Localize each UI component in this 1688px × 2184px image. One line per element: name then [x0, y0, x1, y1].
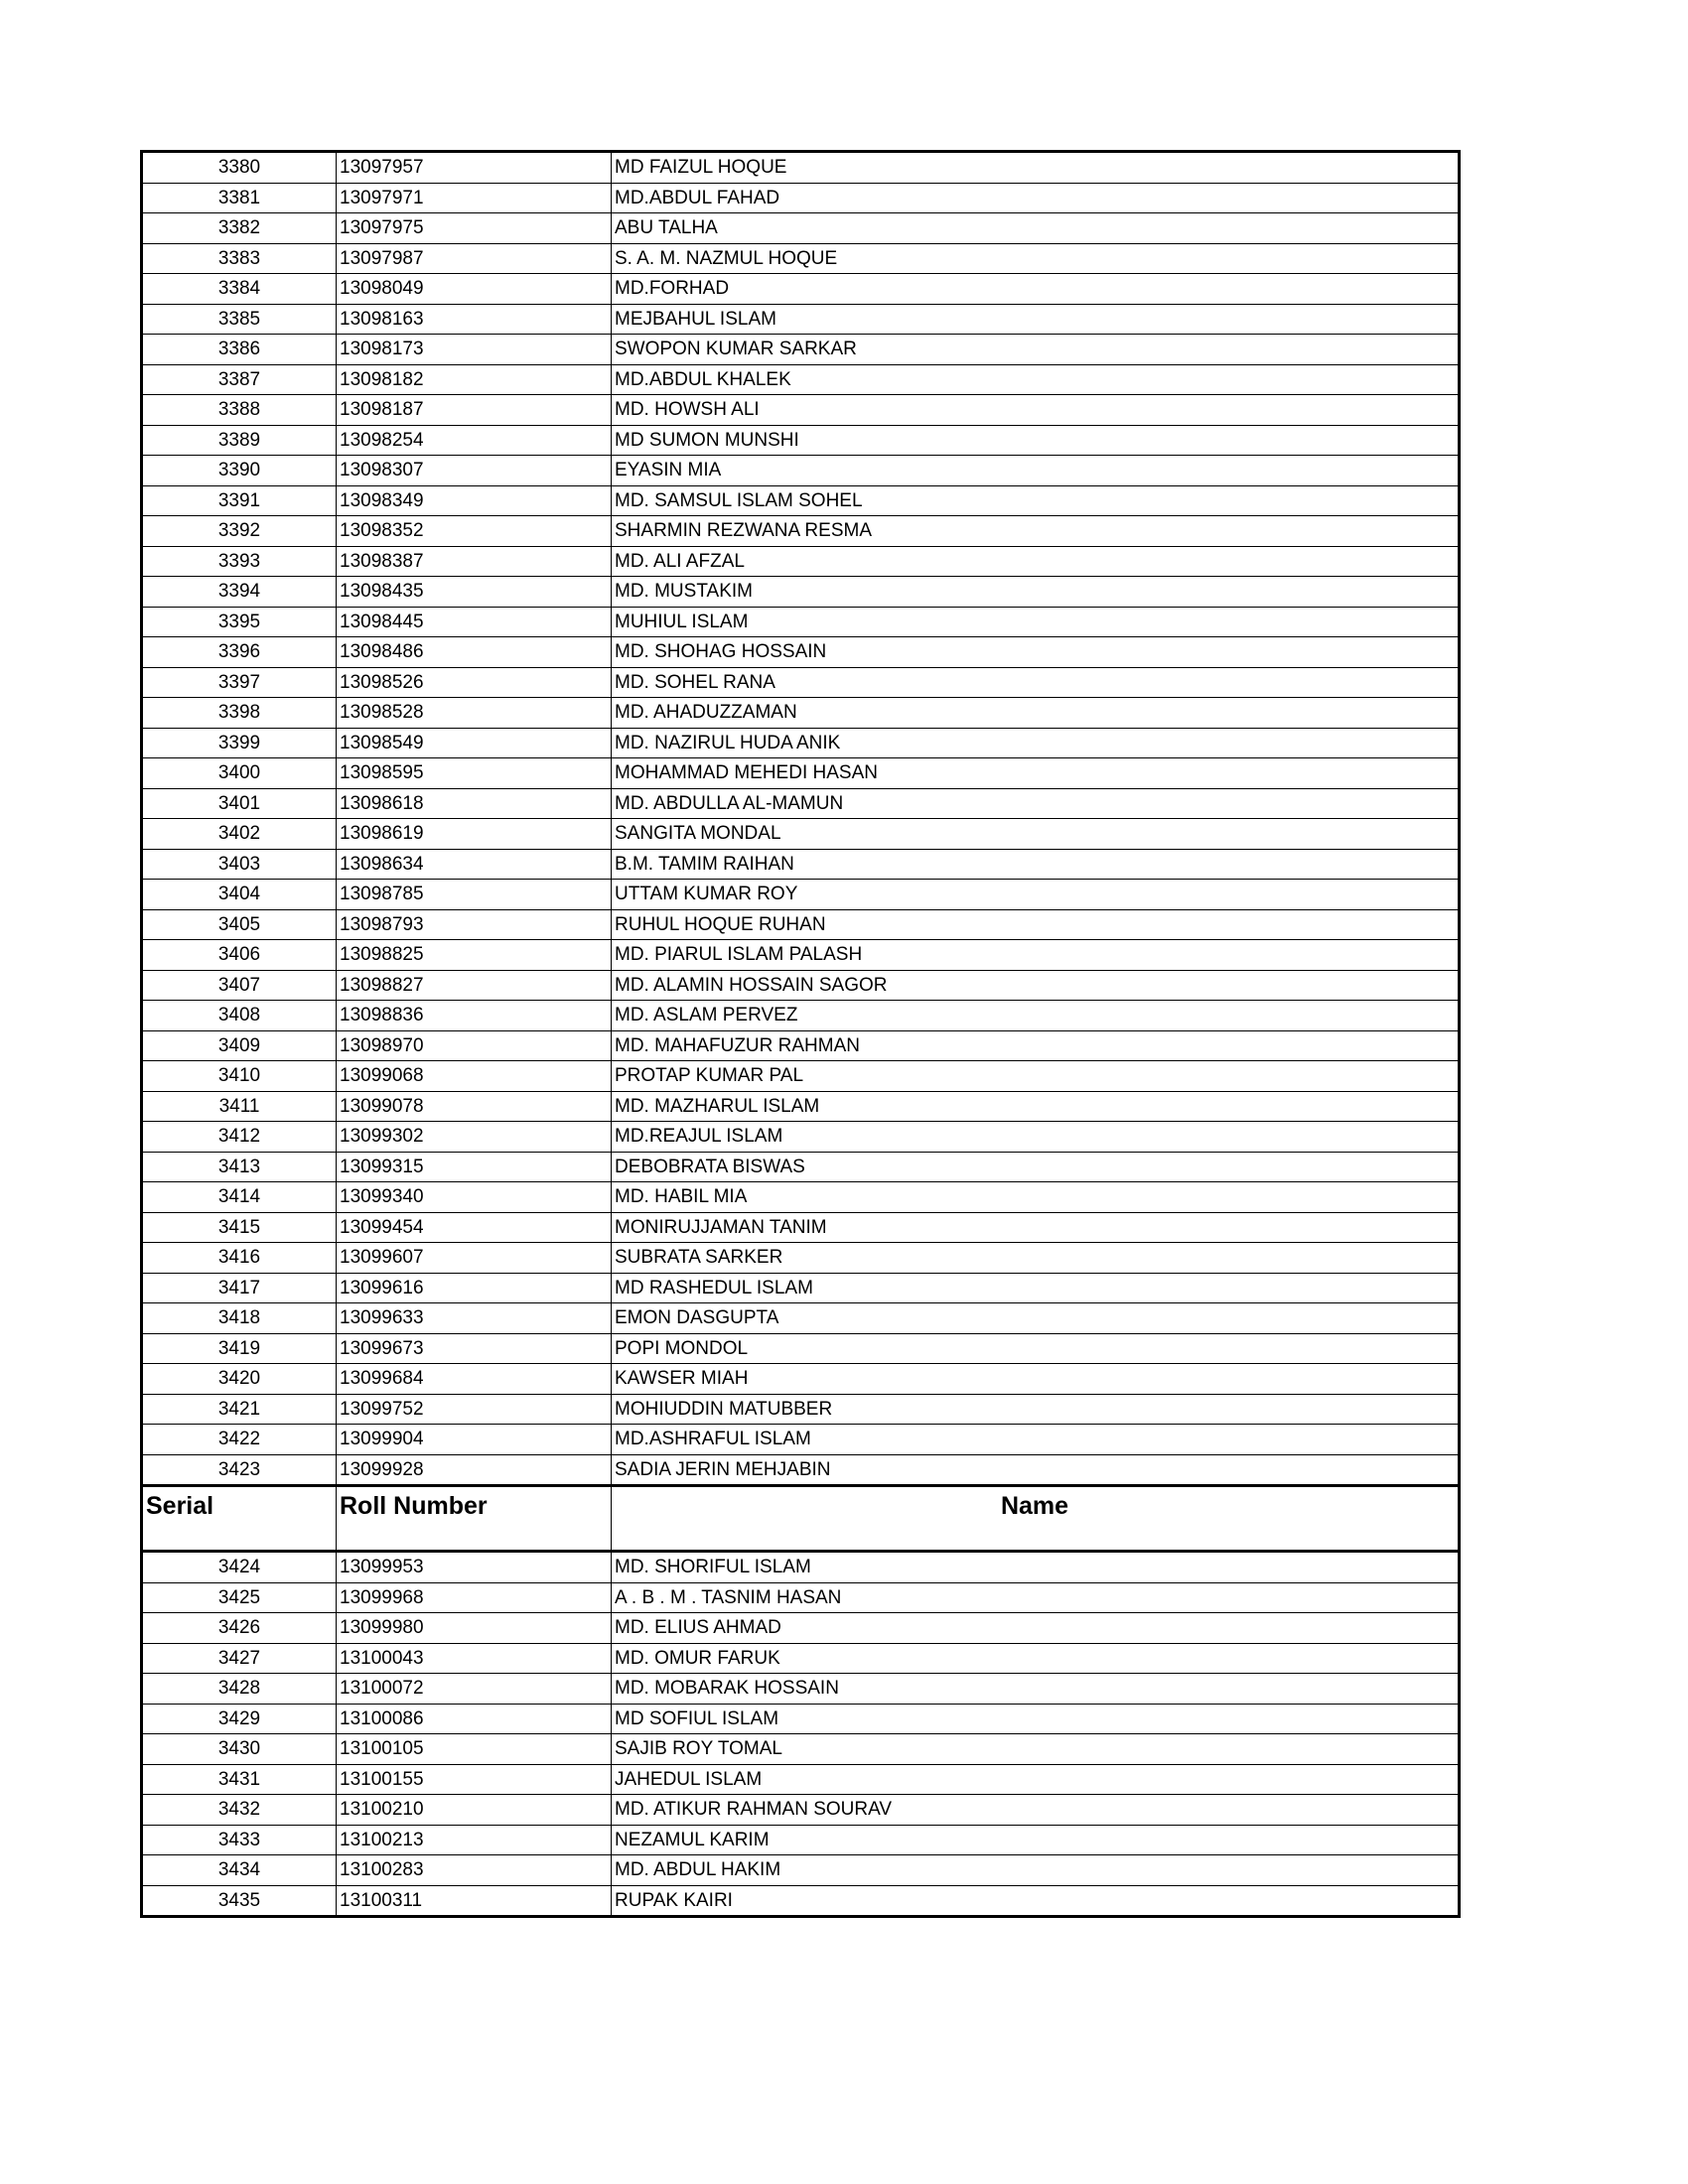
- roll-number-cell: 13100105: [337, 1734, 612, 1765]
- serial-cell: 3401: [142, 788, 337, 819]
- serial-cell: 3382: [142, 213, 337, 244]
- serial-cell: 3399: [142, 728, 337, 758]
- table-row: [142, 335, 1460, 365]
- table-row: [142, 546, 1460, 577]
- roll-number-cell: 13099340: [337, 1182, 612, 1213]
- serial-cell: 3430: [142, 1734, 337, 1765]
- name-cell: MD. AHADUZZAMAN: [612, 698, 1460, 729]
- serial-cell: 3408: [142, 1001, 337, 1031]
- roll-number-cell: 13098785: [337, 880, 612, 910]
- table-row: [142, 1030, 1460, 1061]
- roll-number-cell: 13098595: [337, 758, 612, 789]
- serial-cell: 3391: [142, 485, 337, 516]
- table-row: [142, 485, 1460, 516]
- roll-number-cell: 13098187: [337, 395, 612, 426]
- roll-number-cell: 13100155: [337, 1764, 612, 1795]
- table-row: [142, 395, 1460, 426]
- table-row: [142, 213, 1460, 244]
- name-cell: EMON DASGUPTA: [612, 1303, 1460, 1334]
- serial-cell: 3395: [142, 607, 337, 637]
- serial-cell: 3407: [142, 970, 337, 1001]
- table-row: [142, 1425, 1460, 1455]
- serial-cell: 3419: [142, 1333, 337, 1364]
- table-row: [142, 1855, 1460, 1886]
- table-row: [142, 1674, 1460, 1705]
- name-cell: MD. SHOHAG HOSSAIN: [612, 637, 1460, 668]
- name-cell: MD.ABDUL KHALEK: [612, 364, 1460, 395]
- serial-cell: 3434: [142, 1855, 337, 1886]
- table-row: [142, 909, 1460, 940]
- name-cell: MOHAMMAD MEHEDI HASAN: [612, 758, 1460, 789]
- serial-cell: 3409: [142, 1030, 337, 1061]
- serial-cell: 3400: [142, 758, 337, 789]
- table-row: [142, 516, 1460, 547]
- serial-cell: 3398: [142, 698, 337, 729]
- name-cell: MD. OMUR FARUK: [612, 1643, 1460, 1674]
- name-cell: MD. SOHEL RANA: [612, 667, 1460, 698]
- roll-number-cell: 13099752: [337, 1394, 612, 1425]
- roll-number-cell: 13098435: [337, 577, 612, 608]
- table-header-row: [142, 1486, 1460, 1552]
- serial-cell: 3415: [142, 1212, 337, 1243]
- table-row: [142, 1152, 1460, 1182]
- serial-cell: 3421: [142, 1394, 337, 1425]
- serial-cell: 3406: [142, 940, 337, 971]
- roll-number-cell: 13097957: [337, 152, 612, 184]
- header-name: Name: [612, 1486, 1460, 1552]
- roll-number-cell: 13100213: [337, 1825, 612, 1855]
- name-cell: MUHIUL ISLAM: [612, 607, 1460, 637]
- roll-number-cell: 13100072: [337, 1674, 612, 1705]
- serial-cell: 3426: [142, 1613, 337, 1644]
- table-row: [142, 970, 1460, 1001]
- roll-number-cell: 13098352: [337, 516, 612, 547]
- table-row: [142, 637, 1460, 668]
- name-cell: NEZAMUL KARIM: [612, 1825, 1460, 1855]
- serial-cell: 3393: [142, 546, 337, 577]
- name-cell: ABU TALHA: [612, 213, 1460, 244]
- table-row: [142, 243, 1460, 274]
- table-row: [142, 1613, 1460, 1644]
- name-cell: UTTAM KUMAR ROY: [612, 880, 1460, 910]
- table-row: [142, 1273, 1460, 1303]
- serial-cell: 3431: [142, 1764, 337, 1795]
- table-row: [142, 1552, 1460, 1583]
- table-row: [142, 1734, 1460, 1765]
- roll-number-cell: 13099454: [337, 1212, 612, 1243]
- name-cell: PROTAP KUMAR PAL: [612, 1061, 1460, 1092]
- roll-number-cell: 13100086: [337, 1704, 612, 1734]
- roll-number-cell: 13100043: [337, 1643, 612, 1674]
- table-row: [142, 1643, 1460, 1674]
- roll-number-cell: 13098970: [337, 1030, 612, 1061]
- serial-cell: 3411: [142, 1091, 337, 1122]
- table-row: [142, 758, 1460, 789]
- serial-cell: 3397: [142, 667, 337, 698]
- serial-cell: 3425: [142, 1582, 337, 1613]
- roll-number-cell: 13099673: [337, 1333, 612, 1364]
- name-cell: MD. ABDULLA AL-MAMUN: [612, 788, 1460, 819]
- table-row: [142, 425, 1460, 456]
- roll-number-cell: 13098618: [337, 788, 612, 819]
- serial-cell: 3380: [142, 152, 337, 184]
- serial-cell: 3429: [142, 1704, 337, 1734]
- roll-number-cell: 13100210: [337, 1795, 612, 1826]
- roll-number-cell: 13098307: [337, 456, 612, 486]
- roll-number-cell: 13098173: [337, 335, 612, 365]
- roll-number-cell: 13099068: [337, 1061, 612, 1092]
- roll-number-cell: 13098528: [337, 698, 612, 729]
- name-cell: MD. ASLAM PERVEZ: [612, 1001, 1460, 1031]
- table-row: [142, 1091, 1460, 1122]
- serial-cell: 3414: [142, 1182, 337, 1213]
- roll-number-cell: 13098049: [337, 274, 612, 305]
- serial-cell: 3390: [142, 456, 337, 486]
- serial-cell: 3404: [142, 880, 337, 910]
- serial-cell: 3405: [142, 909, 337, 940]
- table-row: [142, 1333, 1460, 1364]
- table-row: [142, 940, 1460, 971]
- name-cell: MD. ATIKUR RAHMAN SOURAV: [612, 1795, 1460, 1826]
- name-cell: SANGITA MONDAL: [612, 819, 1460, 850]
- name-cell: EYASIN MIA: [612, 456, 1460, 486]
- name-cell: MD. ALAMIN HOSSAIN SAGOR: [612, 970, 1460, 1001]
- roll-number-cell: 13098486: [337, 637, 612, 668]
- name-cell: MD. PIARUL ISLAM PALASH: [612, 940, 1460, 971]
- roll-number-cell: 13098793: [337, 909, 612, 940]
- serial-cell: 3416: [142, 1243, 337, 1274]
- serial-cell: 3403: [142, 849, 337, 880]
- roll-number-cell: 13099980: [337, 1613, 612, 1644]
- table-row: [142, 1303, 1460, 1334]
- name-cell: JAHEDUL ISLAM: [612, 1764, 1460, 1795]
- table-row: [142, 1061, 1460, 1092]
- roll-number-cell: 13099968: [337, 1582, 612, 1613]
- table-row: [142, 274, 1460, 305]
- name-cell: MD SUMON MUNSHI: [612, 425, 1460, 456]
- roll-number-cell: 13098827: [337, 970, 612, 1001]
- roll-number-cell: 13099928: [337, 1454, 612, 1486]
- name-cell: MD.ABDUL FAHAD: [612, 183, 1460, 213]
- table-body-top: [142, 152, 1460, 1486]
- name-cell: MD RASHEDUL ISLAM: [612, 1273, 1460, 1303]
- roll-number-cell: 13098549: [337, 728, 612, 758]
- table-row: [142, 1704, 1460, 1734]
- roll-number-cell: 13099315: [337, 1152, 612, 1182]
- table-row: [142, 788, 1460, 819]
- serial-cell: 3427: [142, 1643, 337, 1674]
- table-header-group: [142, 1486, 1460, 1552]
- table-row: [142, 1764, 1460, 1795]
- name-cell: RUHUL HOQUE RUHAN: [612, 909, 1460, 940]
- name-cell: DEBOBRATA BISWAS: [612, 1152, 1460, 1182]
- name-cell: MD. MOBARAK HOSSAIN: [612, 1674, 1460, 1705]
- roll-number-cell: 13098445: [337, 607, 612, 637]
- serial-cell: 3392: [142, 516, 337, 547]
- roll-number-cell: 13099633: [337, 1303, 612, 1334]
- name-cell: MOHIUDDIN MATUBBER: [612, 1394, 1460, 1425]
- name-cell: RUPAK KAIRI: [612, 1885, 1460, 1917]
- roll-number-cell: 13100311: [337, 1885, 612, 1917]
- name-cell: MD.FORHAD: [612, 274, 1460, 305]
- serial-cell: 3384: [142, 274, 337, 305]
- table-row: [142, 1454, 1460, 1486]
- roll-number-cell: 13098182: [337, 364, 612, 395]
- serial-cell: 3435: [142, 1885, 337, 1917]
- table-row: [142, 1182, 1460, 1213]
- roll-number-cell: 13099607: [337, 1243, 612, 1274]
- serial-cell: 3388: [142, 395, 337, 426]
- roll-number-cell: 13098619: [337, 819, 612, 850]
- serial-cell: 3383: [142, 243, 337, 274]
- table-row: [142, 880, 1460, 910]
- serial-cell: 3386: [142, 335, 337, 365]
- name-cell: MONIRUJJAMAN TANIM: [612, 1212, 1460, 1243]
- roll-number-cell: 13099302: [337, 1122, 612, 1153]
- roll-number-cell: 13099953: [337, 1552, 612, 1583]
- name-cell: MEJBAHUL ISLAM: [612, 304, 1460, 335]
- serial-cell: 3420: [142, 1364, 337, 1395]
- name-cell: MD. MUSTAKIM: [612, 577, 1460, 608]
- name-cell: MD FAIZUL HOQUE: [612, 152, 1460, 184]
- table-body-bottom: [142, 1552, 1460, 1917]
- roll-number-cell: 13099904: [337, 1425, 612, 1455]
- serial-cell: 3417: [142, 1273, 337, 1303]
- name-cell: MD. ABDUL HAKIM: [612, 1855, 1460, 1886]
- roll-number-cell: 13099616: [337, 1273, 612, 1303]
- roll-number-cell: 13098634: [337, 849, 612, 880]
- name-cell: SUBRATA SARKER: [612, 1243, 1460, 1274]
- roll-number-cell: 13100283: [337, 1855, 612, 1886]
- name-cell: SADIA JERIN MEHJABIN: [612, 1454, 1460, 1486]
- roll-number-cell: 13098163: [337, 304, 612, 335]
- table-row: [142, 364, 1460, 395]
- name-cell: MD. HABIL MIA: [612, 1182, 1460, 1213]
- table-row: [142, 1795, 1460, 1826]
- roll-number-cell: 13098836: [337, 1001, 612, 1031]
- serial-cell: 3424: [142, 1552, 337, 1583]
- table-row: [142, 849, 1460, 880]
- roll-number-cell: 13098526: [337, 667, 612, 698]
- table-row: [142, 607, 1460, 637]
- serial-cell: 3385: [142, 304, 337, 335]
- name-cell: MD SOFIUL ISLAM: [612, 1704, 1460, 1734]
- name-cell: B.M. TAMIM RAIHAN: [612, 849, 1460, 880]
- serial-cell: 3387: [142, 364, 337, 395]
- roll-number-cell: 13098387: [337, 546, 612, 577]
- table-row: [142, 819, 1460, 850]
- name-cell: S. A. M. NAZMUL HOQUE: [612, 243, 1460, 274]
- table-row: [142, 456, 1460, 486]
- serial-cell: 3381: [142, 183, 337, 213]
- table-row: [142, 152, 1460, 184]
- header-serial: Serial: [142, 1486, 337, 1552]
- serial-cell: 3423: [142, 1454, 337, 1486]
- serial-cell: 3433: [142, 1825, 337, 1855]
- serial-cell: 3422: [142, 1425, 337, 1455]
- table-row: [142, 577, 1460, 608]
- serial-cell: 3413: [142, 1152, 337, 1182]
- table-row: [142, 1122, 1460, 1153]
- name-cell: MD. SHORIFUL ISLAM: [612, 1552, 1460, 1583]
- serial-cell: 3412: [142, 1122, 337, 1153]
- name-cell: MD. ELIUS AHMAD: [612, 1613, 1460, 1644]
- name-cell: KAWSER MIAH: [612, 1364, 1460, 1395]
- name-cell: MD. ALI AFZAL: [612, 546, 1460, 577]
- roll-number-cell: 13097975: [337, 213, 612, 244]
- roll-number-cell: 13097971: [337, 183, 612, 213]
- table-row: [142, 304, 1460, 335]
- serial-cell: 3432: [142, 1795, 337, 1826]
- name-cell: A . B . M . TASNIM HASAN: [612, 1582, 1460, 1613]
- table-row: [142, 1364, 1460, 1395]
- serial-cell: 3428: [142, 1674, 337, 1705]
- name-cell: SWOPON KUMAR SARKAR: [612, 335, 1460, 365]
- table-row: [142, 1885, 1460, 1917]
- table-row: [142, 698, 1460, 729]
- name-cell: MD. HOWSH ALI: [612, 395, 1460, 426]
- serial-cell: 3402: [142, 819, 337, 850]
- serial-cell: 3394: [142, 577, 337, 608]
- serial-cell: 3396: [142, 637, 337, 668]
- header-roll-number: Roll Number: [337, 1486, 612, 1552]
- roll-number-cell: 13099684: [337, 1364, 612, 1395]
- table-row: [142, 1825, 1460, 1855]
- name-cell: POPI MONDOL: [612, 1333, 1460, 1364]
- serial-cell: 3389: [142, 425, 337, 456]
- name-cell: MD. MAHAFUZUR RAHMAN: [612, 1030, 1460, 1061]
- table-row: [142, 1394, 1460, 1425]
- table-row: [142, 728, 1460, 758]
- roll-number-cell: 13098254: [337, 425, 612, 456]
- roll-table: [140, 150, 1461, 1918]
- table-row: [142, 1243, 1460, 1274]
- roll-number-cell: 13098825: [337, 940, 612, 971]
- serial-cell: 3410: [142, 1061, 337, 1092]
- table-row: [142, 183, 1460, 213]
- name-cell: MD. SAMSUL ISLAM SOHEL: [612, 485, 1460, 516]
- roll-number-cell: 13098349: [337, 485, 612, 516]
- roll-number-cell: 13099078: [337, 1091, 612, 1122]
- table-row: [142, 1212, 1460, 1243]
- name-cell: SHARMIN REZWANA RESMA: [612, 516, 1460, 547]
- name-cell: SAJIB ROY TOMAL: [612, 1734, 1460, 1765]
- name-cell: MD.REAJUL ISLAM: [612, 1122, 1460, 1153]
- roll-number-cell: 13097987: [337, 243, 612, 274]
- name-cell: MD. NAZIRUL HUDA ANIK: [612, 728, 1460, 758]
- table-row: [142, 1001, 1460, 1031]
- serial-cell: 3418: [142, 1303, 337, 1334]
- name-cell: MD.ASHRAFUL ISLAM: [612, 1425, 1460, 1455]
- table-row: [142, 667, 1460, 698]
- name-cell: MD. MAZHARUL ISLAM: [612, 1091, 1460, 1122]
- table-row: [142, 1582, 1460, 1613]
